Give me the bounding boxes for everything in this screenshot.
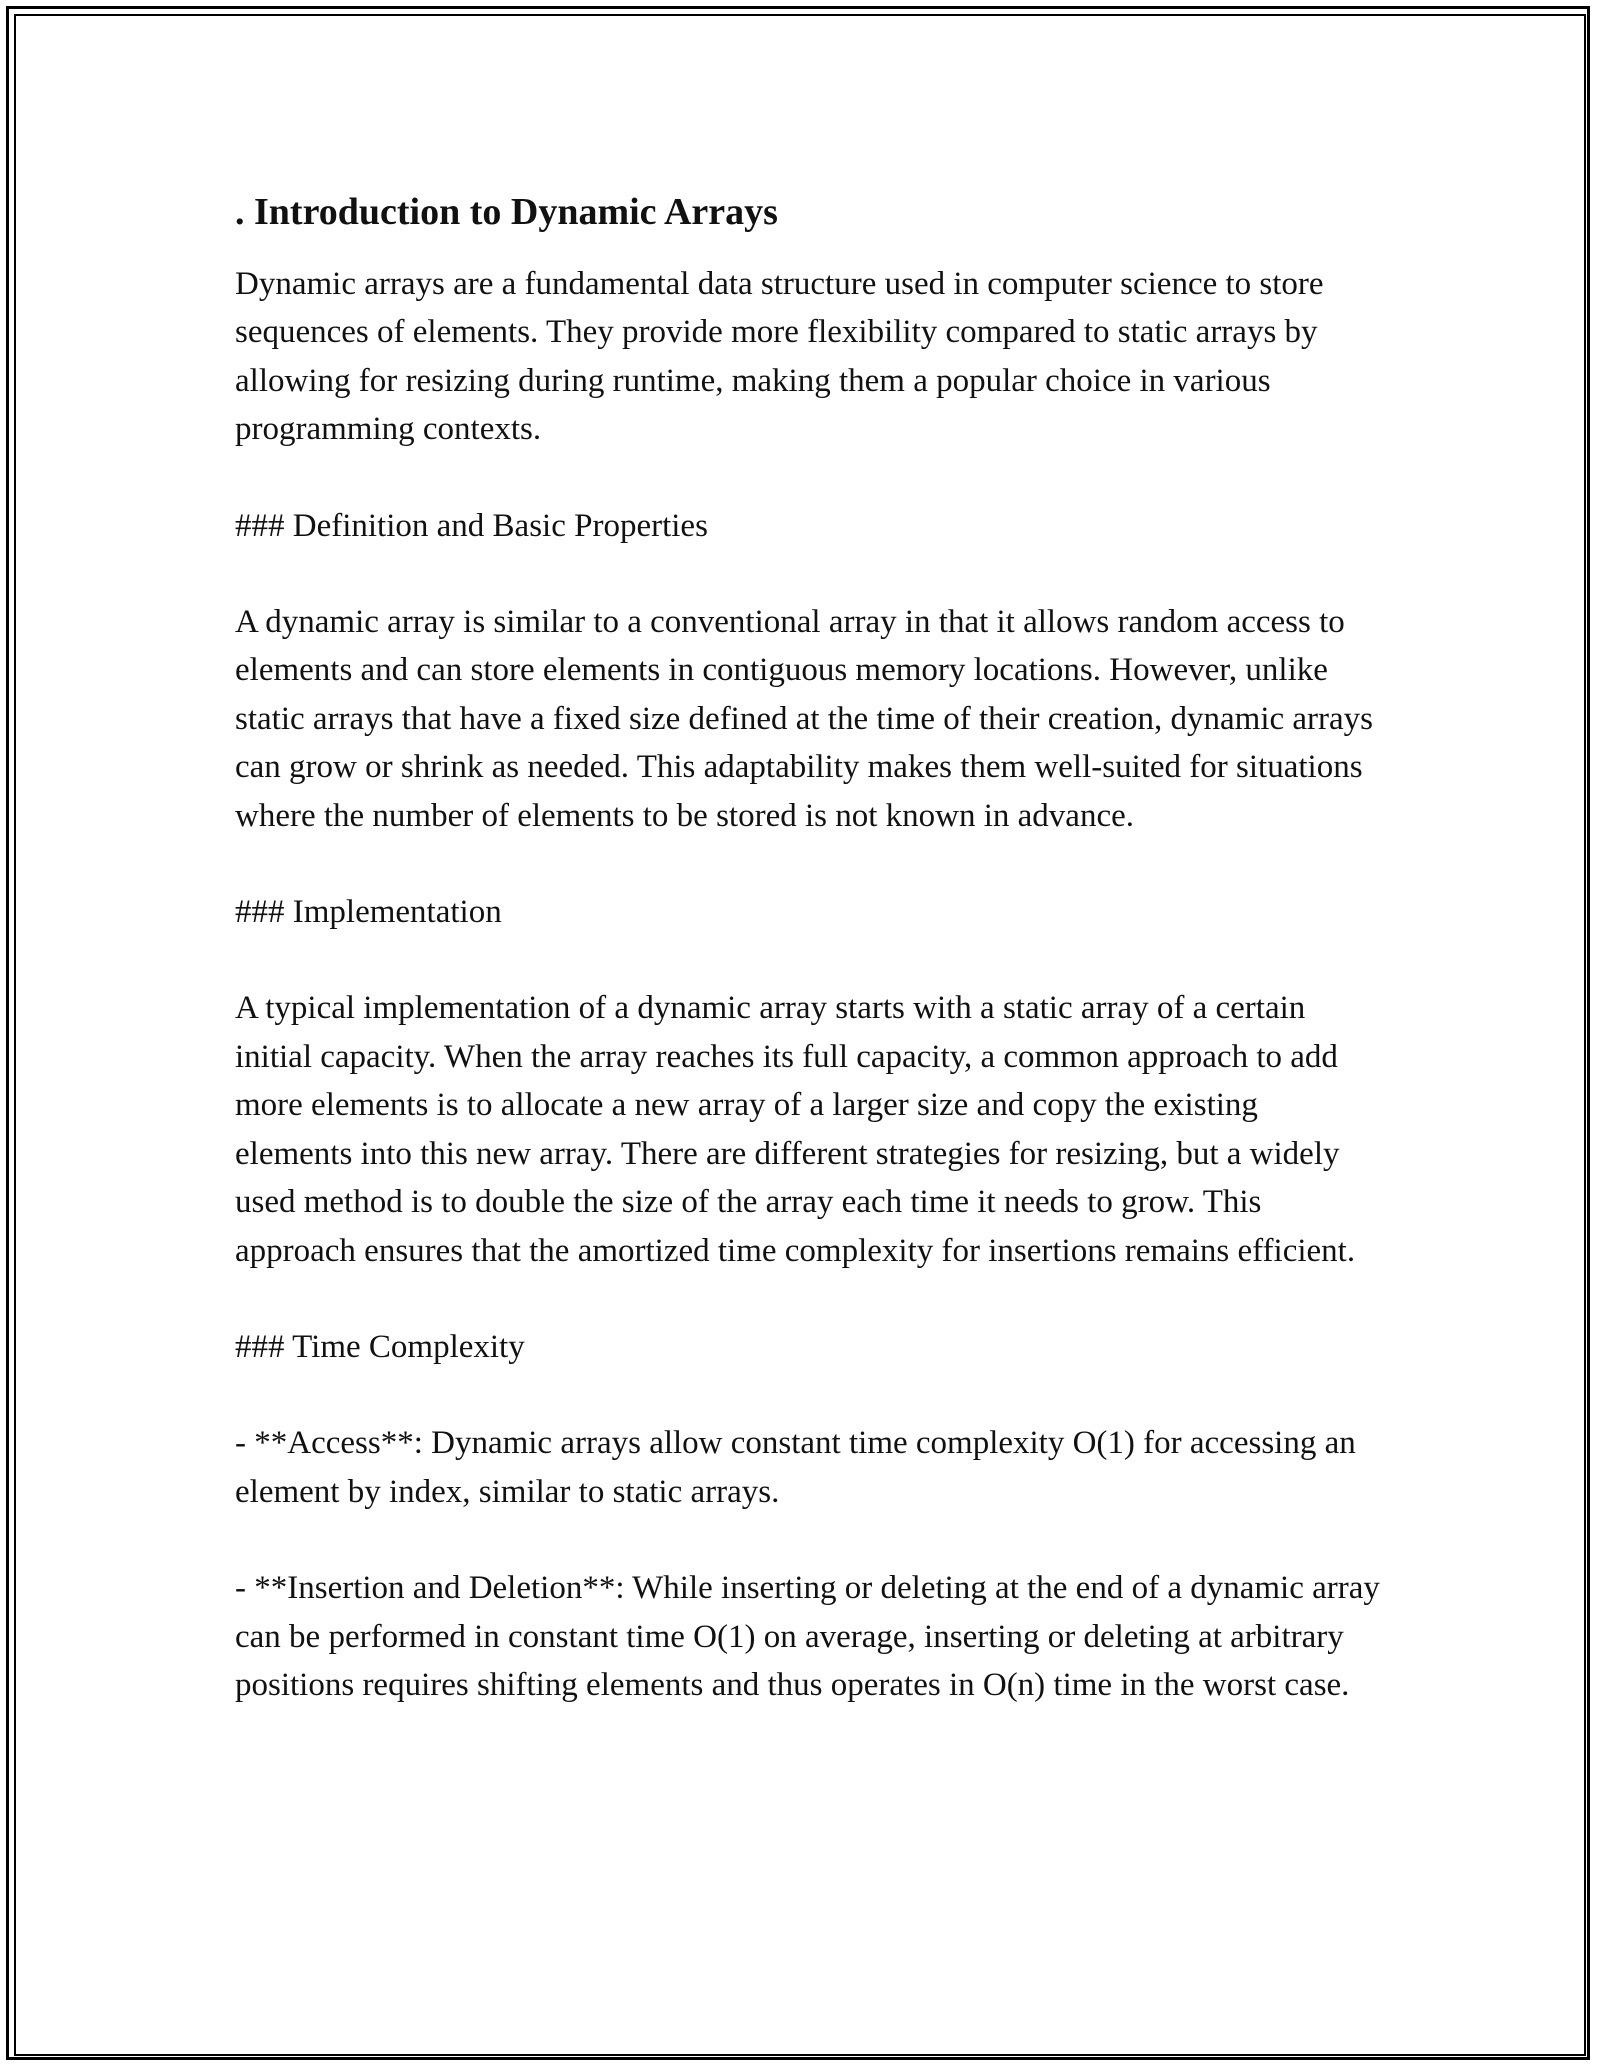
- section-body-definition: A dynamic array is similar to a conventional array in that it allows random access to elements and can store elements in contiguous memory locations. However, unlike static arrays that have a fixed size defined at the time of their creation, dynamic arrays can grow or shrink as needed. This adaptability makes them well-suited for situations where the number of elements to be stored is not known in advance.: [235, 604, 1374, 834]
- intro-paragraph: Dynamic arrays are a fundamental data structure used in computer science to store sequences of elements. They provide more flexibility compared to static arrays by allowing for resizing during runtime, making them a popular choice in various programming contexts.: [235, 266, 1324, 448]
- document-body: [235, 184, 1380, 1757]
- section-heading-definition: ### Definition and Basic Properties: [235, 507, 708, 544]
- section-heading-time-complexity: ### Time Complexity: [235, 1328, 525, 1365]
- section-body-implementation: A typical implementation of a dynamic array starts with a static array of a certain initial capacity. When the array reaches its full capacity, a common approach to add more elements is to allocate a new array of a larger size and copy the existing elements into this new array. There are different strategies for resizing, but a widely used method is to double the size of the array each time it needs to grow. This approach ensures that the amortized time complexity for insertions remains efficient.: [235, 990, 1356, 1269]
- list-item-access: - **Access**: Dynamic arrays allow constant time complexity O(1) for accessing an element by index, similar to static arrays.: [235, 1425, 1356, 1510]
- list-item-insertion-deletion: - **Insertion and Deletion**: While inserting or deleting at the end of a dynamic array can be performed in constant time O(1) on average, inserting or deleting at arbitrary positions requires shifting elements and thus operates in O(n) time in the worst case.: [235, 1570, 1380, 1703]
- section-heading-implementation: ### Implementation: [235, 894, 502, 931]
- document-title: . Introduction to Dynamic Arrays: [235, 191, 778, 233]
